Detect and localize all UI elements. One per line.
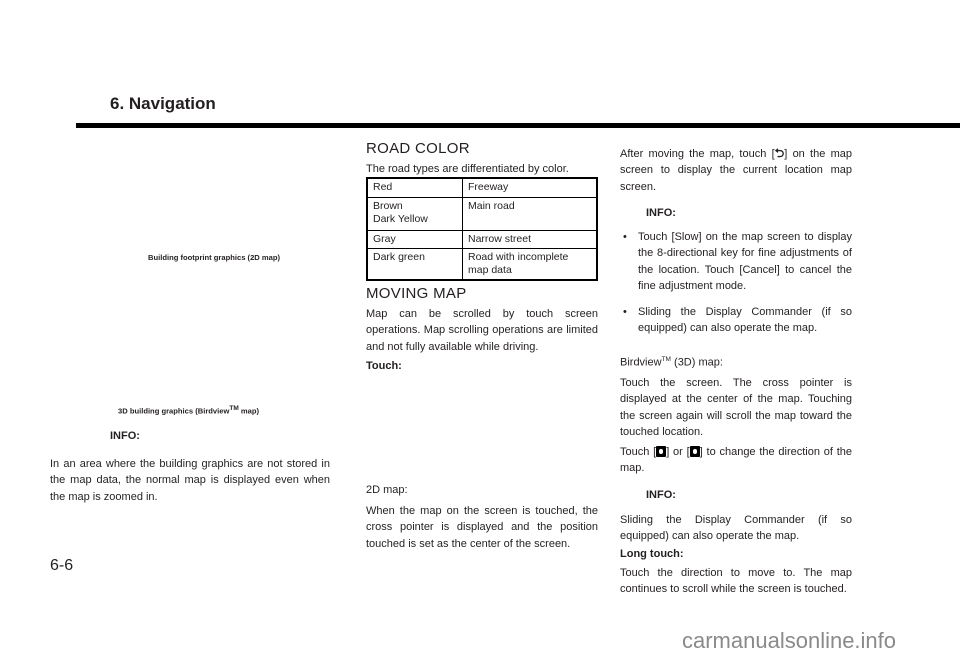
text: After moving the map, touch [: [620, 148, 775, 160]
trademark: TM: [661, 356, 671, 363]
moving-map-heading: MOVING MAP: [366, 285, 467, 302]
page-number: 6-6: [50, 557, 74, 574]
road-color-table: [366, 177, 598, 281]
text: Birdview: [620, 356, 662, 369]
text: ] or [: [666, 446, 690, 458]
text: ] on the map screen to display the current location map screen.: [620, 148, 852, 193]
rotate-left-icon: [656, 446, 666, 457]
color-cell: Brown Dark Yellow: [367, 198, 463, 231]
type-cell: Road with incomplete map data: [463, 249, 598, 281]
type-cell: Main road: [463, 198, 598, 231]
bullet-text: Touch [Slow] on the map screen to display the 8-directional key for fine adjustments of the location. Touch [Cancel] to cancel the fine adjustment mode.: [638, 231, 852, 293]
bullet-item: • Sliding the Display Commander (if so equipped) can also operate the map.: [623, 305, 852, 335]
after-moving-text: [620, 145, 852, 195]
touch-label: Touch:: [366, 360, 402, 372]
header-rule: [76, 123, 960, 128]
map2d-label: 2D map:: [366, 484, 408, 496]
moving-map-text: Map can be scrolled by touch screen operations. Map scrolling operations are limited and not fully available while driving.: [366, 308, 598, 353]
caption-text: 3D building graphics (Birdview: [118, 406, 230, 416]
caption-3d-map: [118, 405, 259, 416]
road-color-heading: ROAD COLOR: [366, 140, 470, 157]
info-text: Sliding the Display Commander (if so equipped) can also operate the map.: [620, 514, 852, 543]
long-touch-label: Long touch:: [620, 548, 684, 560]
text: (3D) map:: [670, 356, 723, 369]
text: Touch [: [620, 446, 657, 458]
caption-2d-map: Building footprint graphics (2D map): [148, 253, 281, 262]
birdview-label: [620, 352, 723, 371]
info-text: In an area where the building graphics are not stored in the map data, the normal map is displayed even when the map is zoomed in.: [50, 458, 330, 503]
trademark: TM: [229, 405, 239, 412]
color-cell: Gray: [367, 231, 463, 249]
info-bullets: [620, 229, 852, 336]
color-cell: Dark green: [367, 249, 463, 281]
info-label: INFO:: [646, 207, 676, 219]
road-color-intro: The road types are differentiated by color.: [366, 163, 569, 175]
table-row: [367, 198, 597, 231]
rotate-right-icon: [690, 446, 700, 457]
caption-text: map): [238, 406, 260, 416]
type-cell: Narrow street: [463, 231, 598, 249]
map2d-text: When the map on the screen is touched, the cross pointer is displayed and the position touched is set as the center of the screen.: [366, 505, 598, 550]
table-row: [367, 231, 597, 249]
text: ] to change the direction of the map.: [620, 446, 853, 475]
watermark: carmanualsonline.info: [682, 628, 897, 653]
return-icon: ⮌: [774, 146, 785, 160]
type-cell: Freeway: [463, 178, 598, 198]
info-label: INFO:: [110, 430, 140, 442]
color-cell: Red: [367, 178, 463, 198]
long-touch-text: Touch the direction to move to. The map continues to scroll while the screen is touched.: [620, 567, 852, 596]
bullet-item: • Touch [Slow] on the map screen to display the 8-directional key for fine adjustments of the location. Touch [Cancel] to cancel the fine adjustment mode.: [623, 231, 852, 293]
birdview-text: Touch the screen. The cross pointer is displayed at the center of the map. Touching the screen again will scroll the map toward the touched location.: [620, 377, 852, 439]
rotate-text: [620, 444, 852, 477]
table-row: [367, 178, 597, 198]
info-label: INFO:: [646, 489, 676, 501]
section-title: 6. Navigation: [110, 94, 216, 113]
bullet-text: Sliding the Display Commander (if so equipped) can also operate the map.: [638, 305, 852, 335]
table-row: [367, 249, 597, 281]
